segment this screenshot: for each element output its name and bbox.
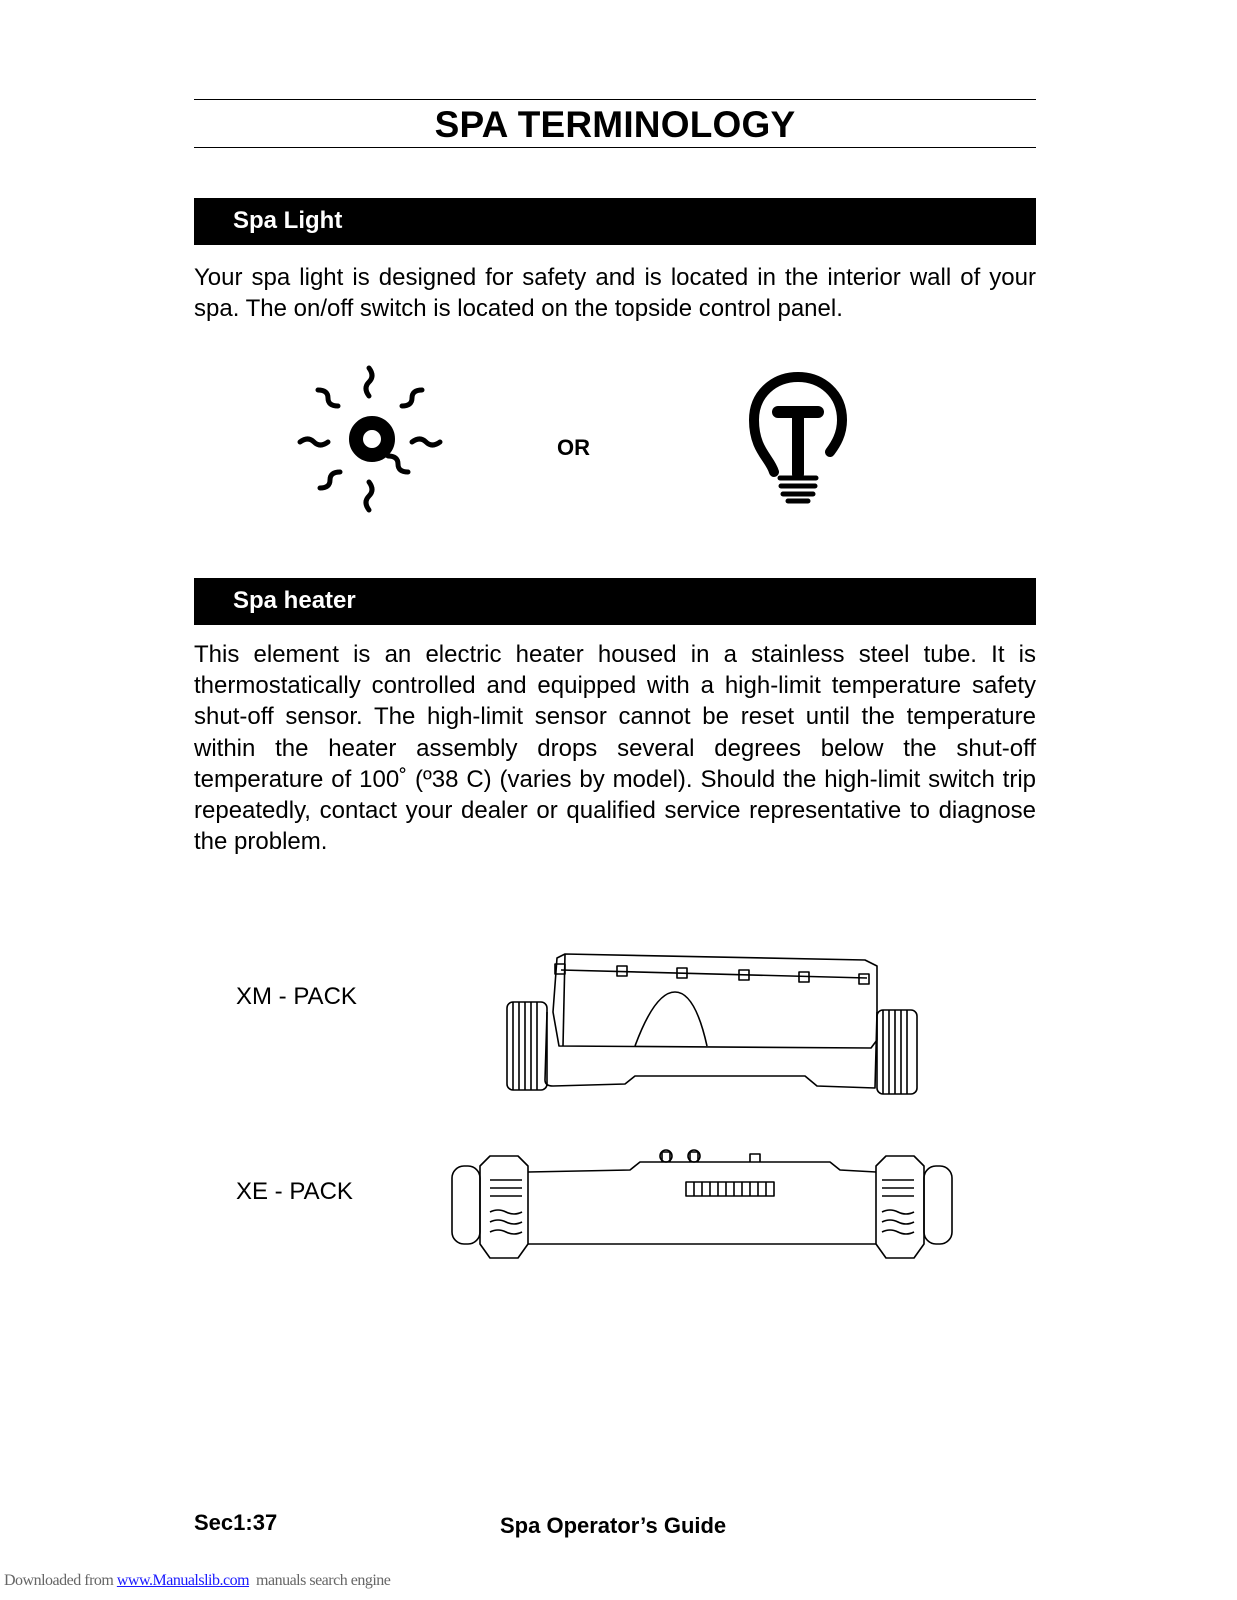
xm-pack-heater-illustration — [505, 952, 925, 1102]
title-top-rule — [194, 99, 1036, 100]
footer-guide-title: Spa Operator’s Guide — [500, 1513, 727, 1538]
download-banner — [4, 1572, 390, 1590]
xe-pack-label: XE - PACK — [236, 1178, 353, 1205]
page-title: SPA TERMINOLOGY — [434, 104, 796, 145]
title-bottom-rule — [194, 147, 1036, 148]
manualslib-link[interactable]: www.Manualslib.com — [116, 1572, 250, 1589]
xm-pack-label: XM - PACK — [236, 983, 357, 1010]
section-heading-spa-light: Spa Light — [194, 198, 1036, 245]
spa-light-description: Your spa light is designed for safety and is located in the interior wall of your spa. The on/off switch is located on the topside control panel. — [194, 264, 1036, 323]
sun-icon — [296, 366, 446, 516]
spa-heater-description: This element is an electric heater housed in a stainless steel tube. It is thermostatically controlled and equipped with a high-limit temperature safety shut-off sensor. The high-limit sensor cannot be reset until the temperature within the heater assembly drops several degrees below the shut-off temperature of 100˚ (º38 C) (varies by model). Should the high-limit switch trip repeatedly, contact your dealer or qualified service representative to diagnose the problem. — [194, 641, 1036, 856]
footer-section-number: Sec1:37 — [194, 1510, 278, 1535]
or-separator: OR — [557, 435, 590, 460]
lightbulb-icon — [748, 372, 848, 512]
section-heading-spa-heater: Spa heater — [194, 578, 1036, 625]
download-prefix: Downloaded from — [4, 1572, 117, 1589]
xe-pack-heater-illustration — [450, 1152, 960, 1267]
download-suffix: manuals search engine — [249, 1572, 391, 1589]
